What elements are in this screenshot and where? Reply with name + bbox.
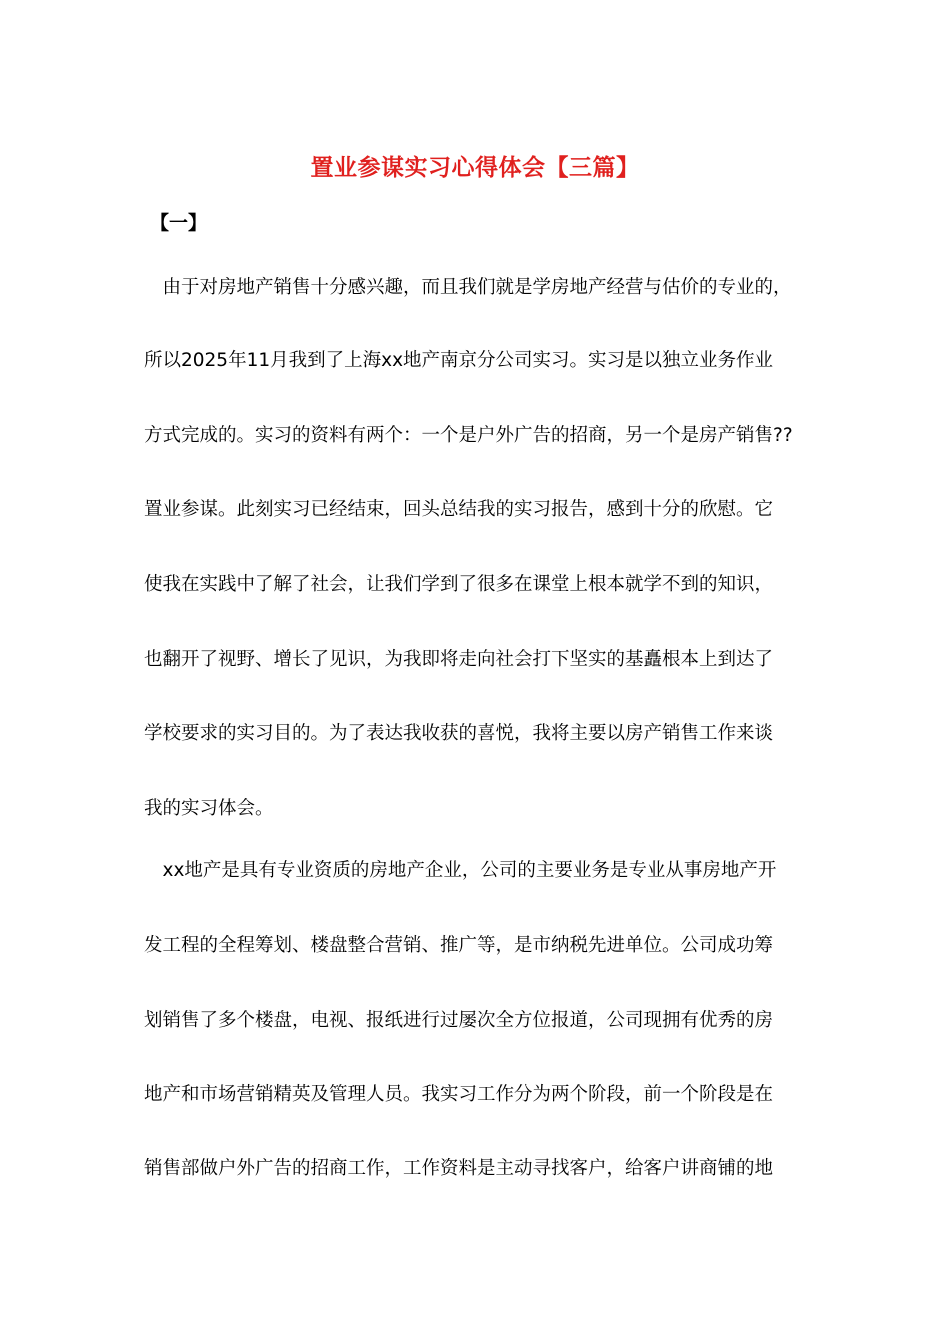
paragraph-line: 发工程的全程筹划、楼盘整合营销、推广等，是市纳税先进单位。公司成功筹 (144, 935, 774, 956)
paragraph-line: 也翻开了视野、增长了见识，为我即将走向社会打下坚实的基矗根本上到达了 (144, 649, 774, 670)
section-heading: 【一】 (150, 212, 208, 234)
paragraph-line: 所以2025年11月我到了上海xx地产南京分公司实习。实习是以独立业务作业 (144, 350, 774, 371)
document-title: 置业参谋实习心得体会【三篇】 (310, 155, 640, 181)
paragraph-line: xx地产是具有专业资质的房地产企业，公司的主要业务是专业从事房地产开 (144, 860, 777, 881)
paragraph-line: 销售部做户外广告的招商工作，工作资料是主动寻找客户，给客户讲商铺的地 (144, 1158, 774, 1179)
paragraph-line: 置业参谋。此刻实习已经结束，回头总结我的实习报告，感到十分的欣慰。它 (144, 499, 774, 520)
paragraph-line: 使我在实践中了解了社会，让我们学到了很多在课堂上根本就学不到的知识， (144, 574, 774, 595)
paragraph-line: 划销售了多个楼盘，电视、报纸进行过屡次全方位报道，公司现拥有优秀的房 (144, 1010, 774, 1031)
paragraph-line: 方式完成的。实习的资料有两个：一个是户外广告的招商，另一个是房产销售?? (144, 425, 793, 446)
paragraph-line: 地产和市场营销精英及管理人员。我实习工作分为两个阶段，前一个阶段是在 (144, 1084, 774, 1105)
paragraph-line: 由于对房地产销售十分感兴趣，而且我们就是学房地产经营与估价的专业的， (144, 277, 792, 298)
paragraph-line: 学校要求的实习目的。为了表达我收获的喜悦，我将主要以房产销售工作来谈 (144, 723, 774, 744)
paragraph-line: 我的实习体会。 (144, 798, 274, 819)
